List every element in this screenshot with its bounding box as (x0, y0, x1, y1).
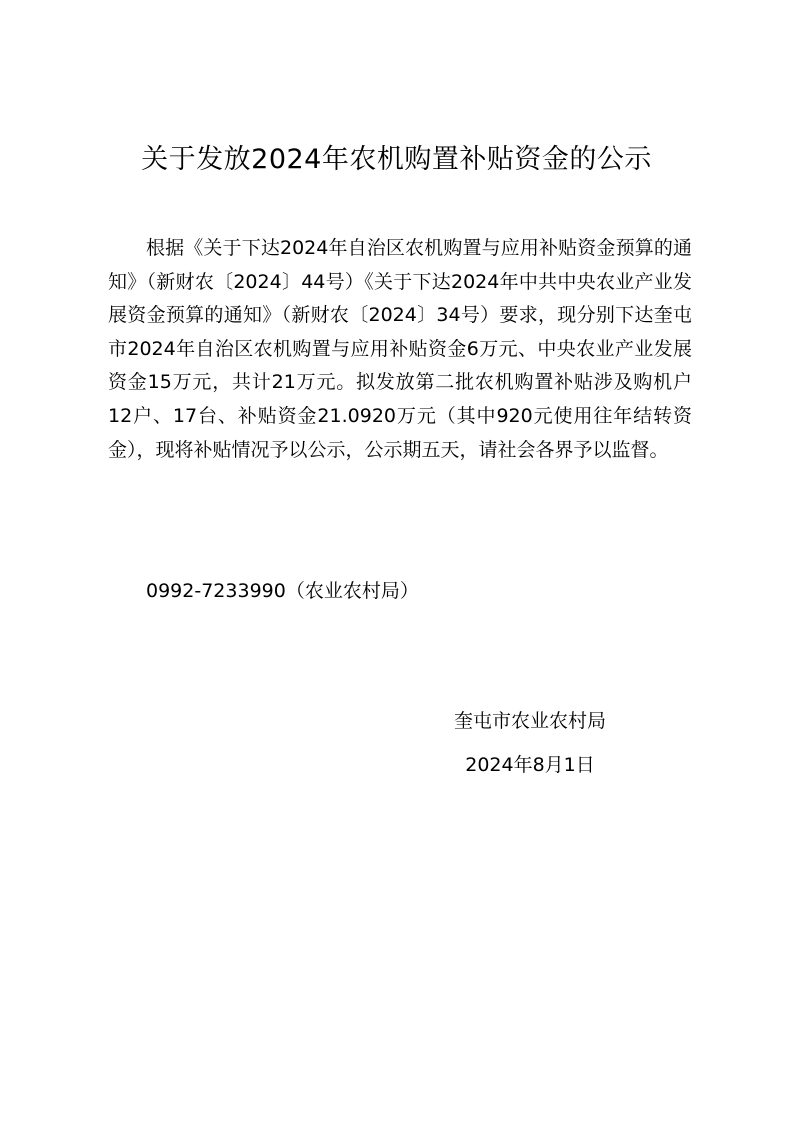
document-body: 根据《关于下达2024年自治区农机购置与应用补贴资金预算的通知》（新财农〔2024〕44号）《关于下达2024年中共中央农业产业发展资金预算的通知》（新财农〔2024〕34号）要求，现分别下达奎屯市2024年自治区农机购置与应用补贴资金6万元、中央农业产业发展资金15万元，共计21万元。拟发放第二批农机购置补贴涉及购机户12户、17台、补贴资金21.0920万元（其中920元使用往年结转资金），现将补贴情况予以公示，公示期五天，请社会各界予以监督。 (108, 237, 692, 461)
contact-phone: 0992-7233990（农业农村局） (146, 580, 419, 602)
document-title: 关于发放2024年农机购置补贴资金的公示 (141, 144, 652, 175)
issue-date: 2024年8月1日 (465, 754, 595, 776)
issuing-authority: 奎屯市农业农村局 (453, 710, 606, 732)
